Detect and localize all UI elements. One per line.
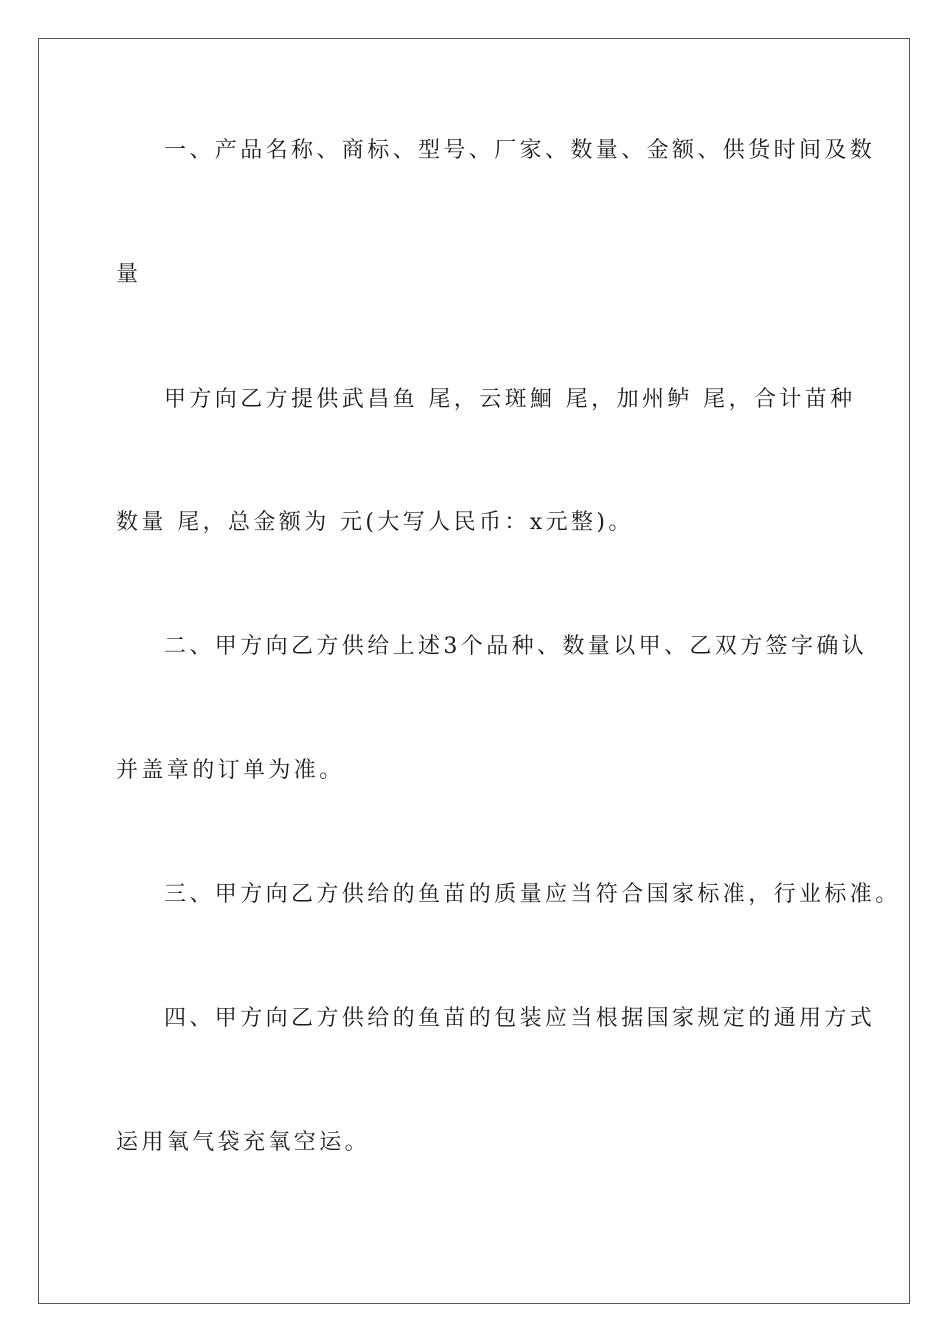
clause-1-line-1: 一、产品名称、商标、型号、厂家、数量、金额、供货时间及数 — [164, 138, 876, 163]
clause-4-line-2: 运用氧气袋充氧空运。 — [116, 1130, 371, 1155]
clause-supply-line-2: 数量 尾，总金额为 元(大写人民币：x元整)。 — [116, 510, 634, 535]
clause-3-line-1: 三、甲方向乙方供给的鱼苗的质量应当符合国家标准，行业标准。 — [164, 882, 901, 907]
clause-1-line-2: 量 — [116, 262, 142, 287]
clause-4-line-1: 四、甲方向乙方供给的鱼苗的包装应当根据国家规定的通用方式 — [164, 1006, 876, 1031]
clause-supply-line-1: 甲方向乙方提供武昌鱼 尾，云斑鮰 尾，加州鲈 尾，合计苗种 — [164, 387, 856, 412]
page-border — [38, 38, 910, 1304]
clause-2-line-1: 二、甲方向乙方供给上述3个品种、数量以甲、乙双方签字确认 — [164, 634, 868, 659]
clause-2-line-2: 并盖章的订单为准。 — [116, 758, 345, 783]
